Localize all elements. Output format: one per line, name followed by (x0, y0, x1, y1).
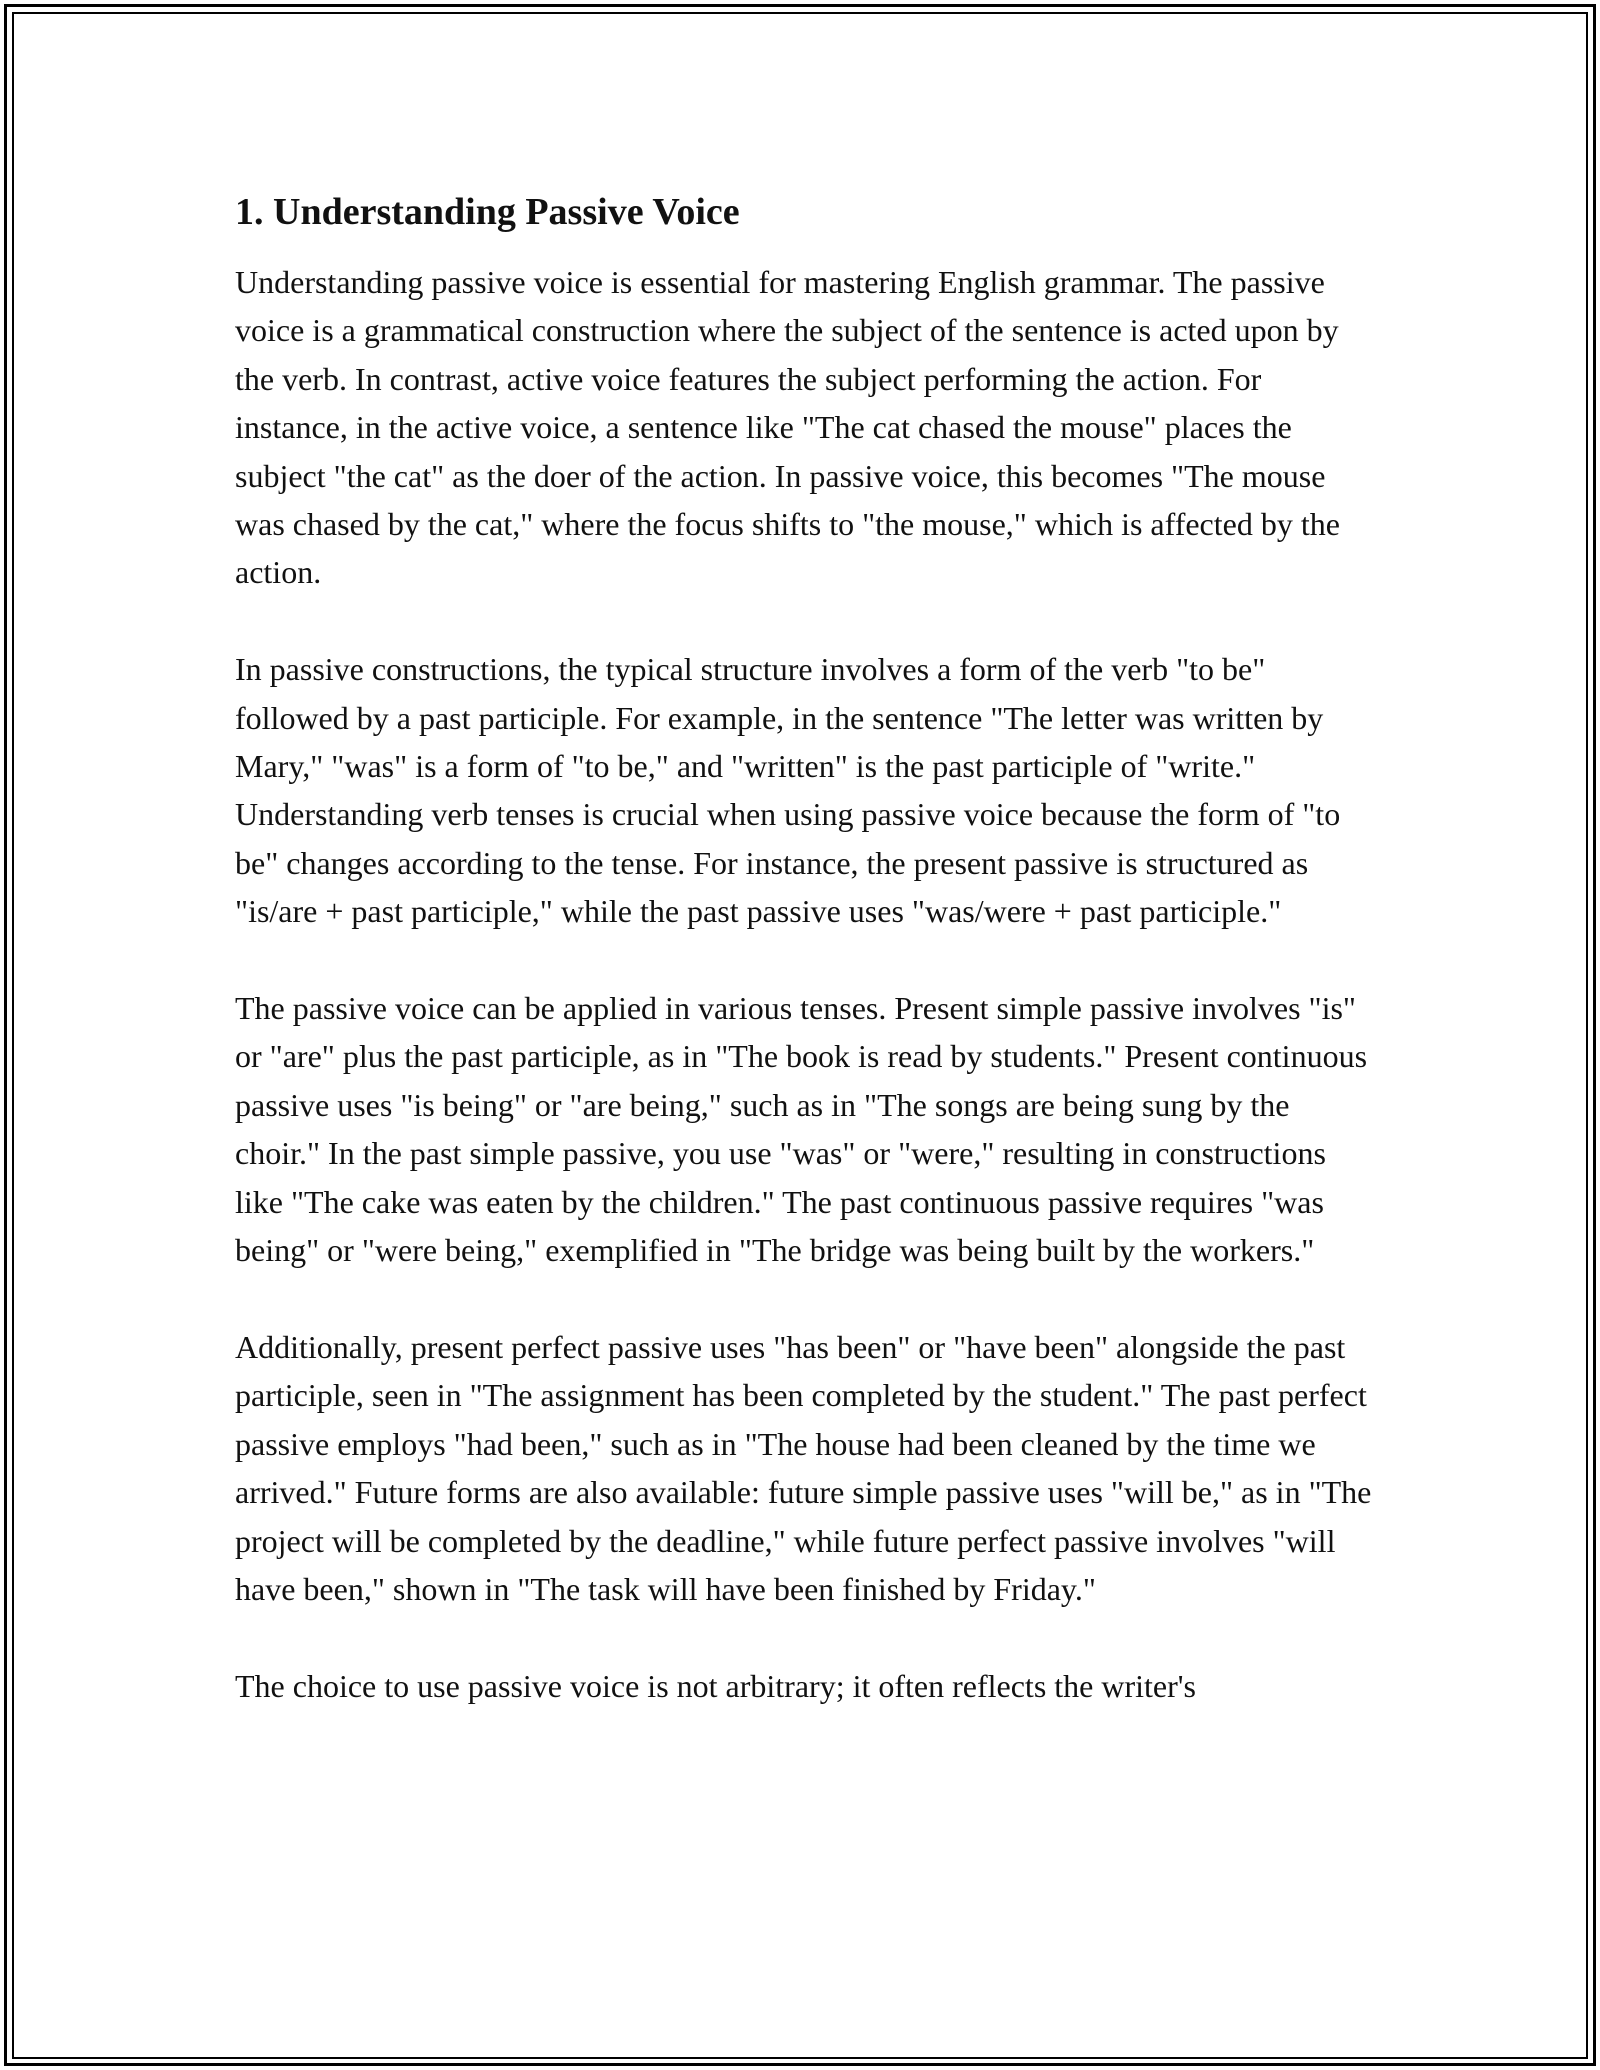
section-heading: 1. Understanding Passive Voice (235, 191, 740, 233)
document-body (235, 186, 1375, 1710)
paragraph-4: Additionally, present perfect passive uses "has been" or "have been" alongside the past participle, seen in "The assignment has been completed by the student." The past perfect passive employs "had been," such as in "The house had been cleaned by the time we arrived." Future forms are also available: future simple passive uses "will be," as in "The project will be completed by the deadline," while future perfect passive involves "will have been," shown in "The task will have been finished by Friday." (235, 1328, 1372, 1607)
paragraph-5: The choice to use passive voice is not arbitrary; it often reflects the writer's (235, 1667, 1196, 1704)
paragraph-2: In passive constructions, the typical structure involves a form of the verb "to be" followed by a past participle. For example, in the sentence "The letter was written by Mary," "was" is a form of "to be," and "written" is the past participle of "write." Understanding verb tenses is crucial when using passive voice because the form of "to be" changes according to the tense. For instance, the present passive is structured as "is/are + past participle," while the past passive uses "was/were + past participle." (235, 651, 1341, 930)
paragraph-3: The passive voice can be applied in various tenses. Present simple passive involves "is" or "are" plus the past participle, as in "The book is read by students." Present continuous passive uses "is being" or "are being," such as in "The songs are being sung by the choir." In the past simple passive, you use "was" or "were," resulting in constructions like "The cake was eaten by the children." The past continuous passive requires "was being" or "were being," exemplified in "The bridge was being built by the workers." (235, 990, 1368, 1269)
paragraph-1: Understanding passive voice is essential for mastering English grammar. The passive voice is a grammatical construction where the subject of the sentence is acted upon by the verb. In contrast, active voice features the subject performing the action. For instance, in the active voice, a sentence like "The cat chased the mouse" places the subject "the cat" as the doer of the action. In passive voice, this becomes "The mouse was chased by the cat," where the focus shifts to "the mouse," which is affected by the action. (235, 264, 1340, 591)
